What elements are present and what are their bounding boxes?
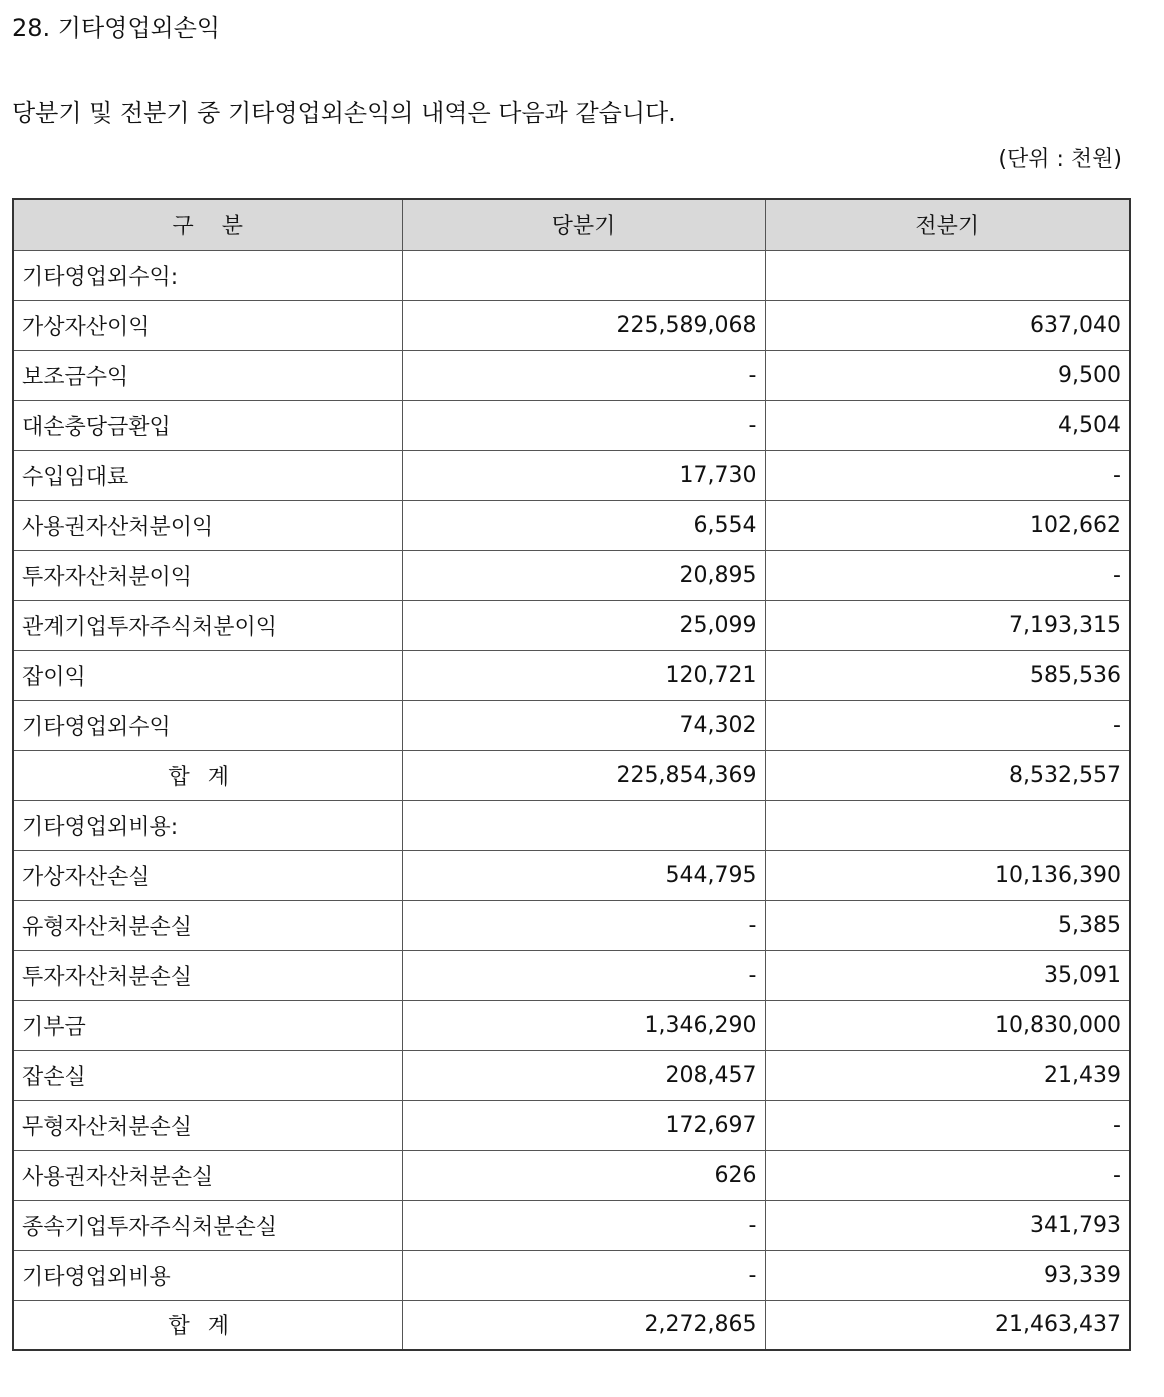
table-row [13,550,1130,600]
current-quarter-value: 225,589,068 [402,300,765,350]
row-label: 대손충당금환입 [13,400,402,450]
total-label: 합계 [13,750,402,800]
section-title: 기타영업외수익: [13,250,402,300]
prior-quarter-value: 10,136,390 [765,850,1130,900]
prior-quarter-value: 7,193,315 [765,600,1130,650]
header-current-quarter: 당분기 [402,199,765,250]
total-row [13,1300,1130,1350]
row-label: 투자자산처분이익 [13,550,402,600]
prior-quarter-value: 102,662 [765,500,1130,550]
prior-quarter-value: 93,339 [765,1250,1130,1300]
table-row [13,1250,1130,1300]
current-quarter-value: - [402,400,765,450]
current-quarter-value: 1,346,290 [402,1000,765,1050]
row-label: 잡손실 [13,1050,402,1100]
prior-quarter-value: 5,385 [765,900,1130,950]
prior-quarter-value: 10,830,000 [765,1000,1130,1050]
table-header-row [13,199,1130,250]
total-current-value: 225,854,369 [402,750,765,800]
prior-quarter-value: - [765,550,1130,600]
row-label: 기타영업외비용 [13,1250,402,1300]
table-row [13,850,1130,900]
current-quarter-value: 208,457 [402,1050,765,1100]
unit-label: (단위 : 천원) [998,147,1122,172]
prior-quarter-value: - [765,1150,1130,1200]
table-row [13,1050,1130,1100]
intro-text: 당분기 및 전분기 중 기타영업외손익의 내역은 다음과 같습니다. [12,99,676,127]
table-row [13,300,1130,350]
row-label: 투자자산처분손실 [13,950,402,1000]
current-quarter-value: 626 [402,1150,765,1200]
table-row [13,900,1130,950]
current-quarter-value: - [402,900,765,950]
prior-quarter-value: 585,536 [765,650,1130,700]
section-empty-cell [402,800,765,850]
header-category: 구 분 [13,199,402,250]
current-quarter-value: 120,721 [402,650,765,700]
section-empty-cell [765,250,1130,300]
row-label: 수입임대료 [13,450,402,500]
current-quarter-value: 25,099 [402,600,765,650]
header-prior-quarter: 전분기 [765,199,1130,250]
current-quarter-value: - [402,1200,765,1250]
table-row [13,950,1130,1000]
row-label: 기타영업외수익 [13,700,402,750]
row-label: 가상자산손실 [13,850,402,900]
current-quarter-value: - [402,1250,765,1300]
section-empty-cell [402,250,765,300]
current-quarter-value: 20,895 [402,550,765,600]
row-label: 사용권자산처분손실 [13,1150,402,1200]
prior-quarter-value: 35,091 [765,950,1130,1000]
total-prior-value: 21,463,437 [765,1300,1130,1350]
current-quarter-value: 544,795 [402,850,765,900]
table-row [13,400,1130,450]
table-row [13,1200,1130,1250]
prior-quarter-value: - [765,700,1130,750]
prior-quarter-value: 9,500 [765,350,1130,400]
row-label: 보조금수익 [13,350,402,400]
other-non-operating-table [12,198,1131,1351]
prior-quarter-value: 341,793 [765,1200,1130,1250]
table-row [13,1000,1130,1050]
table-row [13,450,1130,500]
row-label: 가상자산이익 [13,300,402,350]
prior-quarter-value: - [765,450,1130,500]
prior-quarter-value: 637,040 [765,300,1130,350]
row-label: 기부금 [13,1000,402,1050]
current-quarter-value: - [402,950,765,1000]
section-row [13,250,1130,300]
table-row [13,500,1130,550]
table-row [13,600,1130,650]
table-row [13,700,1130,750]
table-row [13,650,1130,700]
prior-quarter-value: 21,439 [765,1050,1130,1100]
row-label: 잡이익 [13,650,402,700]
current-quarter-value: 172,697 [402,1100,765,1150]
current-quarter-value: 6,554 [402,500,765,550]
row-label: 유형자산처분손실 [13,900,402,950]
table-row [13,1100,1130,1150]
section-title: 기타영업외비용: [13,800,402,850]
total-current-value: 2,272,865 [402,1300,765,1350]
current-quarter-value: 17,730 [402,450,765,500]
section-row [13,800,1130,850]
prior-quarter-value: - [765,1100,1130,1150]
section-empty-cell [765,800,1130,850]
row-label: 무형자산처분손실 [13,1100,402,1150]
table-row [13,1150,1130,1200]
row-label: 사용권자산처분이익 [13,500,402,550]
current-quarter-value: - [402,350,765,400]
total-prior-value: 8,532,557 [765,750,1130,800]
current-quarter-value: 74,302 [402,700,765,750]
row-label: 관계기업투자주식처분이익 [13,600,402,650]
total-row [13,750,1130,800]
prior-quarter-value: 4,504 [765,400,1130,450]
section-heading: 28. 기타영업외손익 [12,14,221,42]
table-row [13,350,1130,400]
row-label: 종속기업투자주식처분손실 [13,1200,402,1250]
total-label: 합계 [13,1300,402,1350]
